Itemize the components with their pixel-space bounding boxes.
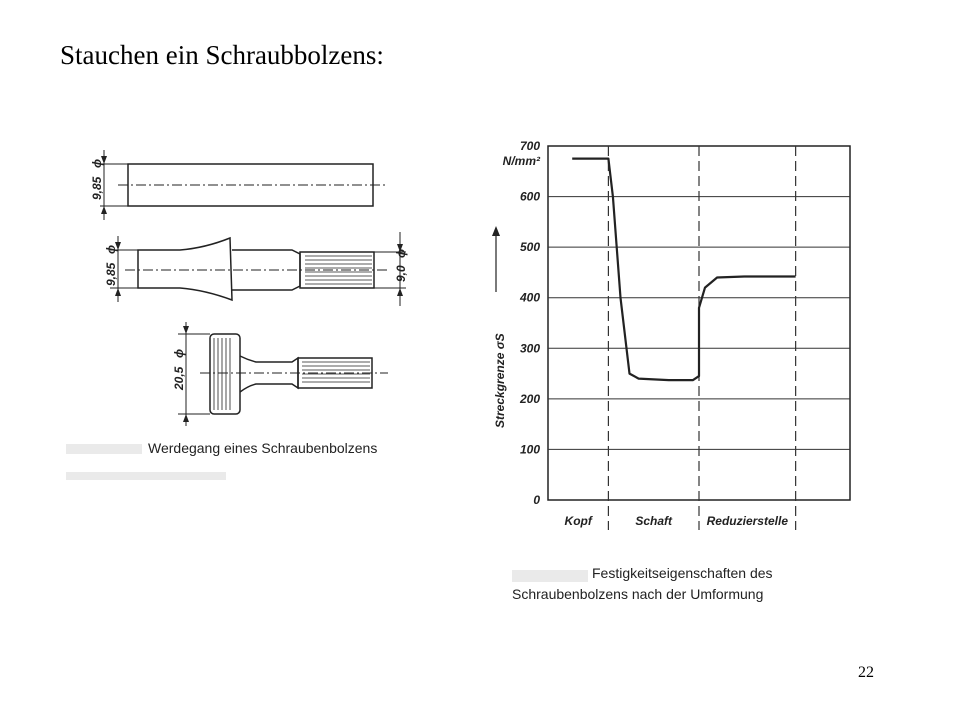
yield-strength-line [572,159,795,381]
y-tick-label: 100 [519,442,540,457]
y-tick-label: 700 [519,139,540,153]
dim-label-upset: 9,85 [104,262,118,286]
dim-symbol: ϕ [104,244,118,254]
slide-title: Stauchen ein Schraubbolzens: [60,40,384,70]
dim-label-head: 20,5 [172,366,186,390]
y-tick-label: 200 [519,391,540,406]
page-number: 22 [858,664,874,681]
y-tick-label: 500 [519,240,540,255]
chart-caption-line2: Schraubenbolzens nach der Umformung [512,586,764,602]
bolt-figure-caption: Werdegang eines Schraubenbolzens [148,440,378,456]
y-tick-label: 600 [519,189,540,204]
dim-symbol: ϕ [90,158,104,168]
dim-label-reduced: 9,0 [394,265,408,282]
y-axis-label-group [493,333,507,428]
y-axis-label: Streckgrenze σS [493,333,507,428]
dim-label-blank: 9,85 [90,176,104,200]
dim-symbol: ϕ [394,248,408,258]
chart-caption-line1: Festigkeitseigenschaften des [592,565,773,581]
dim-symbol: ϕ [172,348,186,358]
x-region-label: Reduzierstelle [706,514,789,528]
x-region-label: Kopf [564,514,592,528]
y-tick-label: 300 [519,341,540,356]
y-tick-label: 400 [519,290,540,305]
y-tick-label: 0 [533,493,540,507]
y-axis-arrow-head [492,226,500,236]
y-unit-label: N/mm² [502,154,540,168]
x-region-label: Schaft [635,514,673,528]
